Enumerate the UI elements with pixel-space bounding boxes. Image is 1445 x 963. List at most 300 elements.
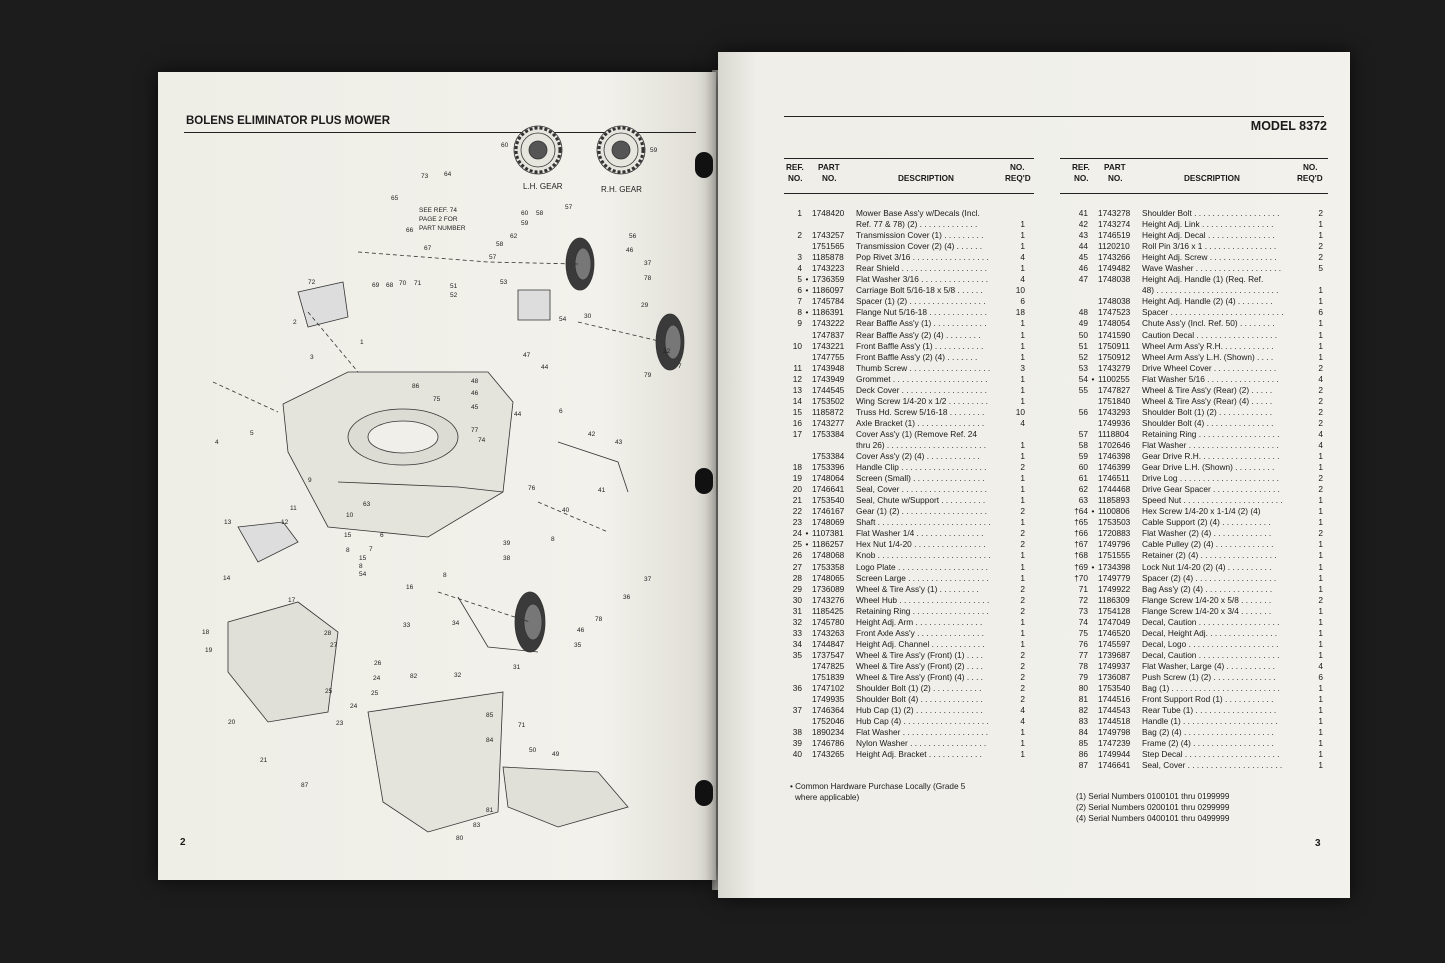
part-description: Deck Cover . . . . . . . . . . . . . . . . . . . <box>856 384 987 395</box>
svg-text:83: 83 <box>473 822 481 829</box>
top-rule <box>784 116 1324 117</box>
svg-text:4: 4 <box>215 439 219 446</box>
parts-table-left-header <box>784 158 1034 194</box>
part-description: Thumb Screw . . . . . . . . . . . . . . . . . . <box>856 362 991 373</box>
quantity-required: 2 <box>1318 208 1323 218</box>
svg-text:87: 87 <box>301 782 309 789</box>
part-description: Hex Nut 1/4-20 . . . . . . . . . . . . . . . . <box>856 539 986 550</box>
svg-text:80: 80 <box>456 835 464 842</box>
part-description: Rear Shield . . . . . . . . . . . . . . . . . . . <box>856 263 987 274</box>
ref-number: 14 <box>792 395 802 406</box>
parts-row <box>1060 650 1328 661</box>
quantity-required: 2 <box>1020 583 1025 594</box>
svg-text:44: 44 <box>514 411 522 418</box>
svg-text:8: 8 <box>551 536 555 543</box>
svg-text:79: 79 <box>644 372 652 379</box>
svg-text:69: 69 <box>372 282 380 289</box>
part-number: 1753384 <box>812 428 845 439</box>
part-description: Cable Support (2) (4) . . . . . . . . . . . <box>1142 517 1271 528</box>
part-number: 1746520 <box>1098 627 1131 638</box>
ref-number: 41 <box>1078 208 1088 218</box>
svg-text:21: 21 <box>260 757 268 764</box>
quantity-required: 1 <box>1020 384 1025 395</box>
part-number: 1753503 <box>1098 517 1131 528</box>
part-description: Grommet . . . . . . . . . . . . . . . . . . . . . <box>856 373 988 384</box>
ref-number: 9 <box>797 318 802 329</box>
quantity-required: 1 <box>1020 638 1025 649</box>
quantity-required: 2 <box>1318 384 1323 395</box>
parts-row <box>784 418 1034 429</box>
parts-row <box>784 440 1034 451</box>
part-description: Flange Screw 1/4-20 x 5/8 . . . . . . . <box>1142 594 1272 605</box>
svg-text:43: 43 <box>615 439 623 446</box>
part-description: Cover Ass'y (2) (4) . . . . . . . . . . . . <box>856 451 980 462</box>
quantity-required: 1 <box>1318 517 1323 528</box>
parts-row <box>784 296 1034 307</box>
header-ref-no: NO. <box>788 174 803 183</box>
svg-text:11: 11 <box>290 505 297 512</box>
ref-number: 6 <box>797 285 802 296</box>
part-number: 1747049 <box>1098 616 1131 627</box>
svg-text:78: 78 <box>595 616 603 623</box>
quantity-required: 2 <box>1020 528 1025 539</box>
svg-text:50: 50 <box>529 747 537 754</box>
part-number: 1744543 <box>1098 705 1131 716</box>
ref-number: 39 <box>792 738 802 749</box>
part-number: 1747827 <box>1098 384 1131 395</box>
ref-number: 11 <box>793 362 802 373</box>
part-description: Shaft . . . . . . . . . . . . . . . . . . . . . . . . . <box>856 517 991 528</box>
ref-number: 32 <box>792 616 802 627</box>
header-part-no: NO. <box>822 174 837 183</box>
parts-rows-right <box>1060 208 1328 771</box>
part-description: Height Adj. Arm . . . . . . . . . . . . . . . <box>856 616 983 627</box>
part-description: Chute Ass'y (Incl. Ref. 50) . . . . . . . . <box>1142 318 1275 329</box>
svg-text:10: 10 <box>346 512 354 519</box>
part-number: 1746167 <box>812 506 845 517</box>
quantity-required: 1 <box>1318 351 1323 362</box>
quantity-required: 2 <box>1318 484 1323 495</box>
part-number: 1746519 <box>1098 230 1131 241</box>
part-number: 1720883 <box>1098 528 1131 539</box>
part-description: Speed Nut . . . . . . . . . . . . . . . . . . . . . . <box>1142 495 1283 506</box>
quantity-required: 2 <box>1020 594 1025 605</box>
lh-gear-illustration <box>514 126 562 174</box>
svg-text:40: 40 <box>562 507 570 514</box>
quantity-required: 1 <box>1020 738 1025 749</box>
quantity-required: 2 <box>1020 660 1025 671</box>
parts-row <box>784 595 1034 606</box>
quantity-required: 6 <box>1020 296 1025 307</box>
parts-row <box>1060 341 1328 352</box>
svg-text:7: 7 <box>369 546 373 553</box>
svg-text:70: 70 <box>399 280 407 287</box>
svg-text:68: 68 <box>386 282 394 289</box>
ref-number: 16 <box>792 417 802 428</box>
quantity-required: 2 <box>1318 528 1323 539</box>
svg-text:74: 74 <box>478 437 486 444</box>
parts-row <box>1060 495 1328 506</box>
quantity-required: 1 <box>1318 649 1323 660</box>
ref-number: 62 <box>1078 484 1088 495</box>
part-description: Flat Washer . . . . . . . . . . . . . . . . . . . . <box>1142 439 1279 450</box>
part-number: 1744516 <box>1098 694 1131 705</box>
quantity-required: 1 <box>1020 616 1025 627</box>
part-number: 1743222 <box>812 318 845 329</box>
part-number: 1748068 <box>812 550 845 561</box>
header-part-no: NO. <box>1108 174 1123 183</box>
part-description: Spacer (2) (4) . . . . . . . . . . . . . . . . . . <box>1142 572 1277 583</box>
ref-number: 10 <box>792 340 802 351</box>
ref-number: 24 <box>792 528 802 539</box>
ref-number: 72 <box>1078 594 1088 605</box>
part-description: Pop Rivet 3/16 . . . . . . . . . . . . . . . . . <box>856 252 989 263</box>
part-number: 1749944 <box>1098 749 1131 760</box>
front-wheel-lower <box>515 592 545 652</box>
quantity-required: 1 <box>1020 230 1025 241</box>
part-description: Wheel Hub . . . . . . . . . . . . . . . . . . . . <box>856 594 990 605</box>
svg-text:30: 30 <box>584 313 592 320</box>
parts-row <box>784 318 1034 329</box>
part-number: 1186257 <box>812 539 844 550</box>
part-description: Flange Screw 1/4-20 x 3/4 . . . . . . . <box>1142 605 1272 616</box>
hardware-marker: • <box>1091 506 1095 517</box>
part-number: 1736359 <box>812 274 845 285</box>
header-description: DESCRIPTION <box>898 174 954 183</box>
part-number: 1747837 <box>812 329 845 340</box>
part-description: Logo Plate . . . . . . . . . . . . . . . . . . . . <box>856 561 988 572</box>
part-number: 1100255 <box>1098 373 1130 384</box>
svg-text:20: 20 <box>228 719 236 726</box>
svg-text:8: 8 <box>346 547 350 554</box>
quantity-required: 2 <box>1318 395 1323 406</box>
part-number: 1744468 <box>1098 484 1131 495</box>
part-number: 1754128 <box>1098 605 1131 616</box>
part-description: Height Adj. Channel . . . . . . . . . . . . <box>856 638 985 649</box>
quantity-required: 4 <box>1020 252 1025 263</box>
quantity-required: 1 <box>1318 605 1323 616</box>
part-description: thru 26) . . . . . . . . . . . . . . . . . . . . . . <box>856 439 987 450</box>
quantity-required: 5 <box>1318 263 1323 274</box>
svg-text:3: 3 <box>310 354 314 361</box>
quantity-required: 1 <box>1318 462 1323 473</box>
parts-row <box>1060 219 1328 230</box>
parts-row <box>784 517 1034 528</box>
part-number: 1743274 <box>1098 219 1131 230</box>
serial-note-1: (1) Serial Numbers 0100101 thru 0199999 <box>1076 792 1230 801</box>
part-number: 1753502 <box>812 395 845 406</box>
ref-number: 73 <box>1078 605 1088 616</box>
quantity-required: 4 <box>1020 716 1025 727</box>
ref-number: 15 <box>792 406 802 417</box>
quantity-required: 1 <box>1318 683 1323 694</box>
quantity-required: 2 <box>1020 671 1025 682</box>
binder-hole-middle <box>695 468 713 494</box>
parts-row <box>1060 418 1328 429</box>
part-number: 1749482 <box>1098 263 1131 274</box>
ref-number: 63 <box>1078 495 1088 506</box>
ref-number: 38 <box>792 727 802 738</box>
quantity-required: 1 <box>1020 241 1025 252</box>
ref-number: 37 <box>792 705 802 716</box>
ref-number: †65 <box>1074 517 1088 528</box>
parts-row <box>1060 374 1328 385</box>
svg-text:59: 59 <box>521 220 529 227</box>
quantity-required: 1 <box>1318 506 1323 517</box>
parts-row <box>1060 208 1328 219</box>
svg-text:46: 46 <box>471 390 479 397</box>
ref-number: 82 <box>1078 705 1088 716</box>
ref-number: 56 <box>1078 406 1088 417</box>
parts-row <box>1060 396 1328 407</box>
part-number: 1748420 <box>812 208 845 218</box>
ref-number: 83 <box>1078 716 1088 727</box>
svg-text:57: 57 <box>489 254 497 261</box>
parts-row <box>1060 241 1328 252</box>
svg-text:9: 9 <box>308 477 312 484</box>
serial-note-3: (4) Serial Numbers 0400101 thru 0499999 <box>1076 814 1230 823</box>
parts-row <box>784 672 1034 683</box>
quantity-required: 1 <box>1318 572 1323 583</box>
header-part: PART <box>818 163 840 172</box>
parts-row <box>784 562 1034 573</box>
ref-number: 17 <box>792 428 802 439</box>
diagram-note-line-3: PART NUMBER <box>419 225 466 232</box>
svg-text:58: 58 <box>496 241 504 248</box>
part-number: 1743293 <box>1098 406 1131 417</box>
part-description: Retaining Ring . . . . . . . . . . . . . . . . . <box>856 605 989 616</box>
svg-text:46: 46 <box>626 247 634 254</box>
quantity-required: 1 <box>1318 495 1323 506</box>
parts-row <box>1060 672 1328 683</box>
parts-row <box>784 385 1034 396</box>
part-description: Wheel & Tire Ass'y (1) . . . . . . . . . <box>856 583 979 594</box>
part-number: 1748038 <box>1098 296 1131 307</box>
parts-row <box>1060 307 1328 318</box>
parts-row <box>1060 727 1328 738</box>
part-description: Screen (Small) . . . . . . . . . . . . . . . . <box>856 473 985 484</box>
part-number: 1751565 <box>812 241 845 252</box>
parts-row <box>1060 573 1328 584</box>
header-part: PART <box>1104 163 1126 172</box>
ref-number: 36 <box>792 683 802 694</box>
parts-row <box>784 495 1034 506</box>
svg-text:60: 60 <box>521 210 529 217</box>
quantity-required: 2 <box>1318 241 1323 252</box>
quantity-required: 2 <box>1020 694 1025 705</box>
svg-text:53: 53 <box>500 279 508 286</box>
svg-text:39: 39 <box>503 540 511 547</box>
ref-number: 34 <box>792 638 802 649</box>
svg-text:66: 66 <box>406 227 414 234</box>
quantity-required: 1 <box>1020 495 1025 506</box>
right-page-number: 3 <box>1315 838 1321 849</box>
hardware-marker: • <box>805 528 809 539</box>
quantity-required: 4 <box>1318 439 1323 450</box>
svg-text:48: 48 <box>471 378 479 385</box>
ref-number: 75 <box>1078 627 1088 638</box>
part-number: 1746641 <box>812 484 845 495</box>
svg-text:29: 29 <box>641 302 649 309</box>
part-description: Bag Ass'y (2) (4) . . . . . . . . . . . . . . . <box>1142 583 1273 594</box>
parts-row <box>784 330 1034 341</box>
ref-number: 57 <box>1078 428 1088 439</box>
part-description: Gear (1) (2) . . . . . . . . . . . . . . . . . . . <box>856 506 987 517</box>
parts-rows-left <box>784 208 1034 760</box>
svg-text:24: 24 <box>373 675 381 682</box>
part-number: 1749937 <box>1098 660 1131 671</box>
part-number: 1185425 <box>812 605 844 616</box>
part-number: 1743266 <box>1098 252 1131 263</box>
part-number: 1749798 <box>1098 727 1131 738</box>
svg-text:41: 41 <box>598 487 606 494</box>
ref-number: 86 <box>1078 749 1088 760</box>
quantity-required: 1 <box>1318 616 1323 627</box>
quantity-required: 1 <box>1020 340 1025 351</box>
svg-text:77: 77 <box>471 427 479 434</box>
quantity-required: 1 <box>1020 439 1025 450</box>
parts-row <box>1060 539 1328 550</box>
parts-row <box>784 407 1034 418</box>
part-description: Gear Drive L.H. (Shown) . . . . . . . . . <box>1142 462 1275 473</box>
part-number: 1747102 <box>812 683 845 694</box>
part-description: Height Adj. Screw . . . . . . . . . . . . . . . <box>1142 252 1277 263</box>
ref-number: 5 <box>797 274 802 285</box>
part-description: Transmission Cover (2) (4) . . . . . . <box>856 241 983 252</box>
part-number: 1743279 <box>1098 362 1131 373</box>
svg-text:63: 63 <box>363 501 371 508</box>
quantity-required: 1 <box>1318 716 1323 727</box>
hardware-marker: • <box>1091 373 1095 384</box>
svg-text:33: 33 <box>403 622 411 629</box>
part-number: 1748038 <box>1098 274 1131 285</box>
ref-number: 74 <box>1078 616 1088 627</box>
svg-text:5: 5 <box>250 430 254 437</box>
right-page <box>718 52 1350 898</box>
part-description: Decal, Caution . . . . . . . . . . . . . . . . . . <box>1142 649 1280 660</box>
part-number: 1186391 <box>812 307 844 318</box>
ref-number: 27 <box>792 561 802 572</box>
parts-row <box>1060 451 1328 462</box>
svg-text:14: 14 <box>223 575 231 582</box>
parts-row <box>1060 760 1328 771</box>
quantity-required: 1 <box>1020 550 1025 561</box>
quantity-required: 4 <box>1318 428 1323 439</box>
serial-notes <box>1076 791 1229 824</box>
quantity-required: 1 <box>1318 219 1323 230</box>
svg-text:81: 81 <box>486 807 494 814</box>
quantity-required: 2 <box>1020 539 1025 550</box>
parts-table-right <box>1060 158 1328 771</box>
part-description: Drive Wheel Cover . . . . . . . . . . . . . . <box>1142 362 1277 373</box>
svg-text:82: 82 <box>410 673 418 680</box>
part-description: Flat Washer 1/4 . . . . . . . . . . . . . . . <box>856 528 984 539</box>
svg-text:17: 17 <box>288 597 296 604</box>
part-description: Wheel Arm Ass'y R.H. . . . . . . . . . . . <box>1142 340 1274 351</box>
part-description: Bag (1) . . . . . . . . . . . . . . . . . . . . . . . . <box>1142 683 1280 694</box>
parts-row <box>1060 263 1328 274</box>
quantity-required: 10 <box>1015 406 1025 417</box>
rh-gear-label: R.H. GEAR <box>601 185 642 194</box>
parts-row <box>784 473 1034 484</box>
part-number: 1100806 <box>1098 506 1130 517</box>
quantity-required: 6 <box>1318 307 1323 318</box>
part-number: 1749779 <box>1098 572 1131 583</box>
part-number: 1747523 <box>1098 307 1131 318</box>
part-description: Step Decal . . . . . . . . . . . . . . . . . . . . . <box>1142 749 1280 760</box>
parts-row <box>1060 606 1328 617</box>
svg-text:6: 6 <box>559 408 563 415</box>
parts-row <box>784 506 1034 517</box>
diagram-note-line-1: SEE REF. 74 <box>419 207 457 214</box>
ref-number: 46 <box>1078 263 1088 274</box>
svg-text:23: 23 <box>336 720 344 727</box>
parts-row <box>1060 562 1328 573</box>
ref-number: 58 <box>1078 439 1088 450</box>
parts-row <box>1060 296 1328 307</box>
svg-text:35: 35 <box>574 642 582 649</box>
part-number: 1739687 <box>1098 649 1131 660</box>
part-number: 1753358 <box>812 561 845 572</box>
part-description: Drive Log . . . . . . . . . . . . . . . . . . . . . . <box>1142 473 1279 484</box>
parts-row <box>784 241 1034 252</box>
part-description: Front Support Rod (1) . . . . . . . . . . . <box>1142 694 1274 705</box>
parts-row <box>1060 661 1328 672</box>
part-description: Roll Pin 3/16 x 1 . . . . . . . . . . . . . . . . <box>1142 241 1277 252</box>
ref-number: 53 <box>1078 362 1088 373</box>
part-number: 1746399 <box>1098 462 1131 473</box>
part-number: 1186309 <box>1098 594 1130 605</box>
svg-text:49: 49 <box>552 751 560 758</box>
svg-text:52: 52 <box>450 292 458 299</box>
parts-row <box>784 451 1034 462</box>
part-description: Handle (1) . . . . . . . . . . . . . . . . . . . . . <box>1142 716 1278 727</box>
ref-number: 80 <box>1078 683 1088 694</box>
part-number: 1743948 <box>812 362 845 373</box>
quantity-required: 1 <box>1020 395 1025 406</box>
ref-number: 71 <box>1078 583 1088 594</box>
svg-text:36: 36 <box>623 594 631 601</box>
part-description: Height Adj. Handle (2) (4) . . . . . . . . <box>1142 296 1273 307</box>
svg-text:31: 31 <box>513 664 521 671</box>
part-number: 1736089 <box>812 583 845 594</box>
part-number: 1185893 <box>1098 495 1130 506</box>
part-description: Spacer . . . . . . . . . . . . . . . . . . . . . . . . . <box>1142 307 1284 318</box>
parts-row <box>784 539 1034 550</box>
parts-row <box>1060 716 1328 727</box>
part-number: 1741590 <box>1098 329 1131 340</box>
svg-text:19: 19 <box>205 647 213 654</box>
svg-text:26: 26 <box>374 660 382 667</box>
parts-row <box>1060 595 1328 606</box>
ref-number: 81 <box>1078 694 1088 705</box>
parts-row <box>1060 517 1328 528</box>
parts-row <box>784 617 1034 628</box>
part-description: Transmission Cover (1) . . . . . . . . . <box>856 230 984 241</box>
svg-text:24: 24 <box>350 703 358 710</box>
ref-number: †70 <box>1074 572 1088 583</box>
part-number: 1753384 <box>812 451 845 462</box>
hardware-marker: • <box>805 285 809 296</box>
header-ref: REF. <box>1072 163 1090 172</box>
svg-text:25: 25 <box>371 690 379 697</box>
part-description: Lock Nut 1/4-20 (2) (4) . . . . . . . . . . <box>1142 561 1272 572</box>
part-description: Hub Cap (1) (2) . . . . . . . . . . . . . . . <box>856 705 983 716</box>
model-number: MODEL 8372 <box>1250 119 1327 133</box>
part-description: Wheel & Tire Ass'y (Rear) (4) . . . . . <box>1142 395 1273 406</box>
header-ref: REF. <box>786 163 804 172</box>
parts-row <box>1060 738 1328 749</box>
